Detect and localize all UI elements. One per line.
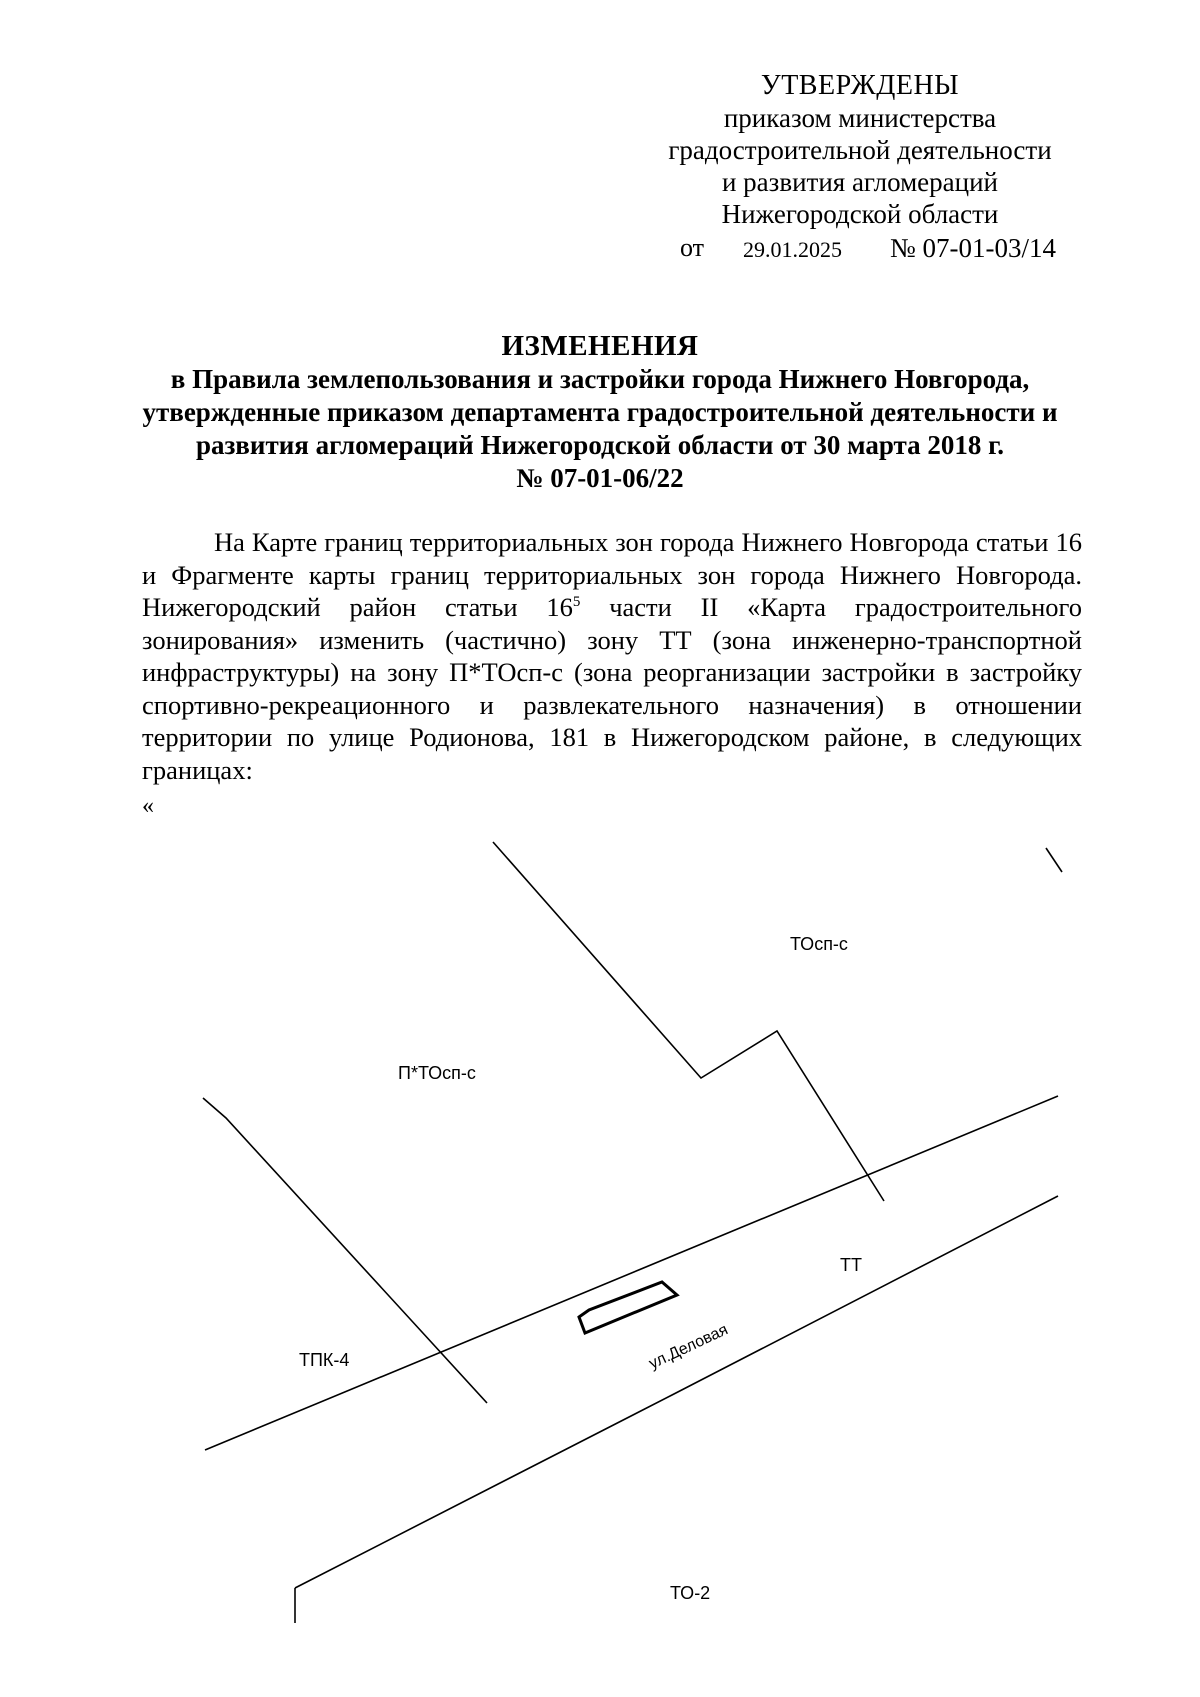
approval-date-line (640, 232, 1080, 266)
approval-line-2: градостроительной деятельности (668, 135, 1052, 165)
body-paragraph-text (142, 526, 1082, 786)
approval-line-3: и развития агломераций (721, 167, 998, 197)
body-part-2: части II «Карта градостроительного зонирования» изменить (частично) зону ТТ (зона инженерно-транспортной инфраструктуры) на зону П*ТОсп-с (зона реорганизации застройки в застройку спортивно-рекреационного и развлекательного назначения) в отношении территории по улице Родионова, 181 в Нижегородском районе, в следующих границах: (142, 592, 1082, 785)
label-tt: ТТ (840, 1255, 862, 1275)
title-line-3: развития агломераций Нижегородской области от 30 марта 2018 г. (195, 430, 1005, 460)
zone-boundaries (203, 842, 1062, 1623)
approval-heading: УТВЕРЖДЕНЫ (760, 70, 960, 101)
ptosp-boundary (493, 842, 884, 1201)
zoning-map-drawing (0, 820, 1200, 1697)
approval-line-4: Нижегородской области (721, 199, 999, 229)
label-to: ТО-2 (670, 1583, 711, 1603)
document-title (130, 330, 1070, 495)
road-edge-north (205, 1096, 1058, 1450)
approval-block (640, 70, 1080, 266)
label-tpk: ТПК-4 (299, 1350, 350, 1370)
title-line-1: в Правила землепользования и застройки города Нижнего Новгорода, (170, 364, 1030, 394)
label-street: ул.Деловая (646, 1321, 731, 1373)
changed-parcel-outline (579, 1282, 677, 1333)
article-superscript: 5 (572, 594, 581, 611)
approval-from-label: от (680, 233, 705, 262)
title-line-4: № 07-01-06/22 (516, 463, 684, 493)
approval-date: 29.01.2025 (743, 237, 842, 262)
title-line-2: утвержденные приказом департамента градостроительной деятельности и (142, 397, 1058, 427)
title-main: ИЗМЕНЕНИЯ (501, 330, 699, 362)
label-tosp: ТОсп-с (790, 934, 848, 954)
zoning-map (0, 820, 1200, 1697)
label-ptosp: П*ТОсп-с (398, 1063, 476, 1083)
boundary-fragment (1046, 848, 1062, 872)
body-paragraph (142, 526, 1082, 786)
approval-line-1: приказом министерства (723, 103, 997, 133)
approval-number: № 07-01-03/14 (890, 233, 1056, 263)
open-quote: « (142, 793, 154, 819)
body-part-1: На Карте границ территориальных зон города Нижнего Новгорода статьи 16 и Фрагменте карты границ территориальных зон города Нижнего Новгорода. Нижегородский район статьи 16 (142, 527, 1082, 622)
